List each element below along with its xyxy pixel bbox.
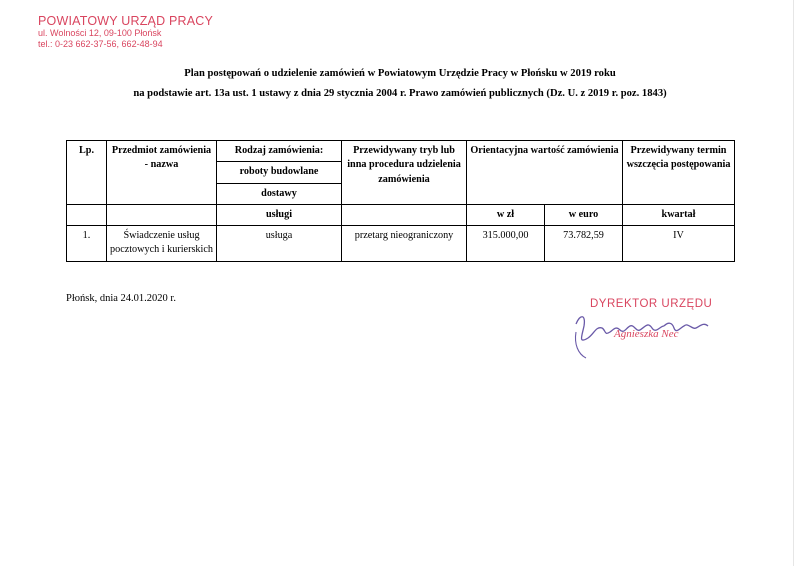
stamp-office-name: POWIATOWY URZĄD PRACY bbox=[38, 14, 214, 28]
header-type-supplies: dostawy bbox=[217, 183, 342, 204]
stamp-phone: tel.: 0-23 662-37-56, 662-48-94 bbox=[38, 38, 163, 49]
cell-lp: 1. bbox=[67, 226, 107, 262]
subheader-empty bbox=[342, 204, 467, 225]
director-signature-stamp bbox=[568, 292, 738, 377]
signature-name: Agnieszka Nec bbox=[614, 328, 679, 340]
stamp-address: ul. Wolności 12, 09-100 Płońsk bbox=[38, 28, 162, 39]
cell-procedure: przetarg nieograniczony bbox=[342, 226, 467, 262]
cell-value-pln: 315.000,00 bbox=[467, 226, 545, 262]
cell-quarter: IV bbox=[623, 226, 735, 262]
place-and-date: Płońsk, dnia 24.01.2020 r. bbox=[66, 293, 176, 304]
cell-subject: Świadczenie usług pocztowych i kurierskich bbox=[107, 226, 217, 262]
header-type-services: usługi bbox=[217, 204, 342, 225]
header-type bbox=[217, 141, 342, 162]
header-type-works: roboty budowlane bbox=[217, 162, 342, 183]
document-subtitle: na podstawie art. 13a ust. 1 ustawy z dnia 29 stycznia 2004 r. Prawo zamówień publicznych (Dz. U. z 2019 r. poz. 1843) bbox=[133, 88, 667, 99]
header-quarter: kwartał bbox=[623, 204, 735, 225]
scan-edge-divider bbox=[793, 0, 794, 566]
subheader-empty bbox=[67, 204, 107, 225]
table-row bbox=[67, 226, 735, 262]
header-value-pln: w zł bbox=[467, 204, 545, 225]
header-lp: Lp. bbox=[67, 141, 107, 205]
header-start: Przewidywany termin wszczęcia postępowania bbox=[623, 141, 735, 205]
signature-title: DYREKTOR URZĘDU bbox=[590, 298, 713, 310]
cell-value-eur: 73.782,59 bbox=[545, 226, 623, 262]
office-stamp bbox=[38, 14, 213, 49]
table-header-row bbox=[67, 141, 735, 162]
procurement-plan-table bbox=[66, 140, 735, 262]
header-value: Orientacyjna wartość zamówienia bbox=[467, 141, 623, 205]
cell-type: usługa bbox=[217, 226, 342, 262]
header-type-label: Rodzaj zamówienia: bbox=[234, 145, 324, 156]
table-subheader-row bbox=[67, 204, 735, 225]
subheader-empty bbox=[107, 204, 217, 225]
header-procedure: Przewidywany tryb lub inna procedura udzielenia zamówienia bbox=[342, 141, 467, 205]
header-value-eur: w euro bbox=[545, 204, 623, 225]
header-subject: Przedmiot zamówienia - nazwa bbox=[107, 141, 217, 205]
document-title: Plan postępowań o udzielenie zamówień w Powiatowym Urzędzie Pracy w Płońsku w 2019 roku bbox=[184, 68, 616, 79]
